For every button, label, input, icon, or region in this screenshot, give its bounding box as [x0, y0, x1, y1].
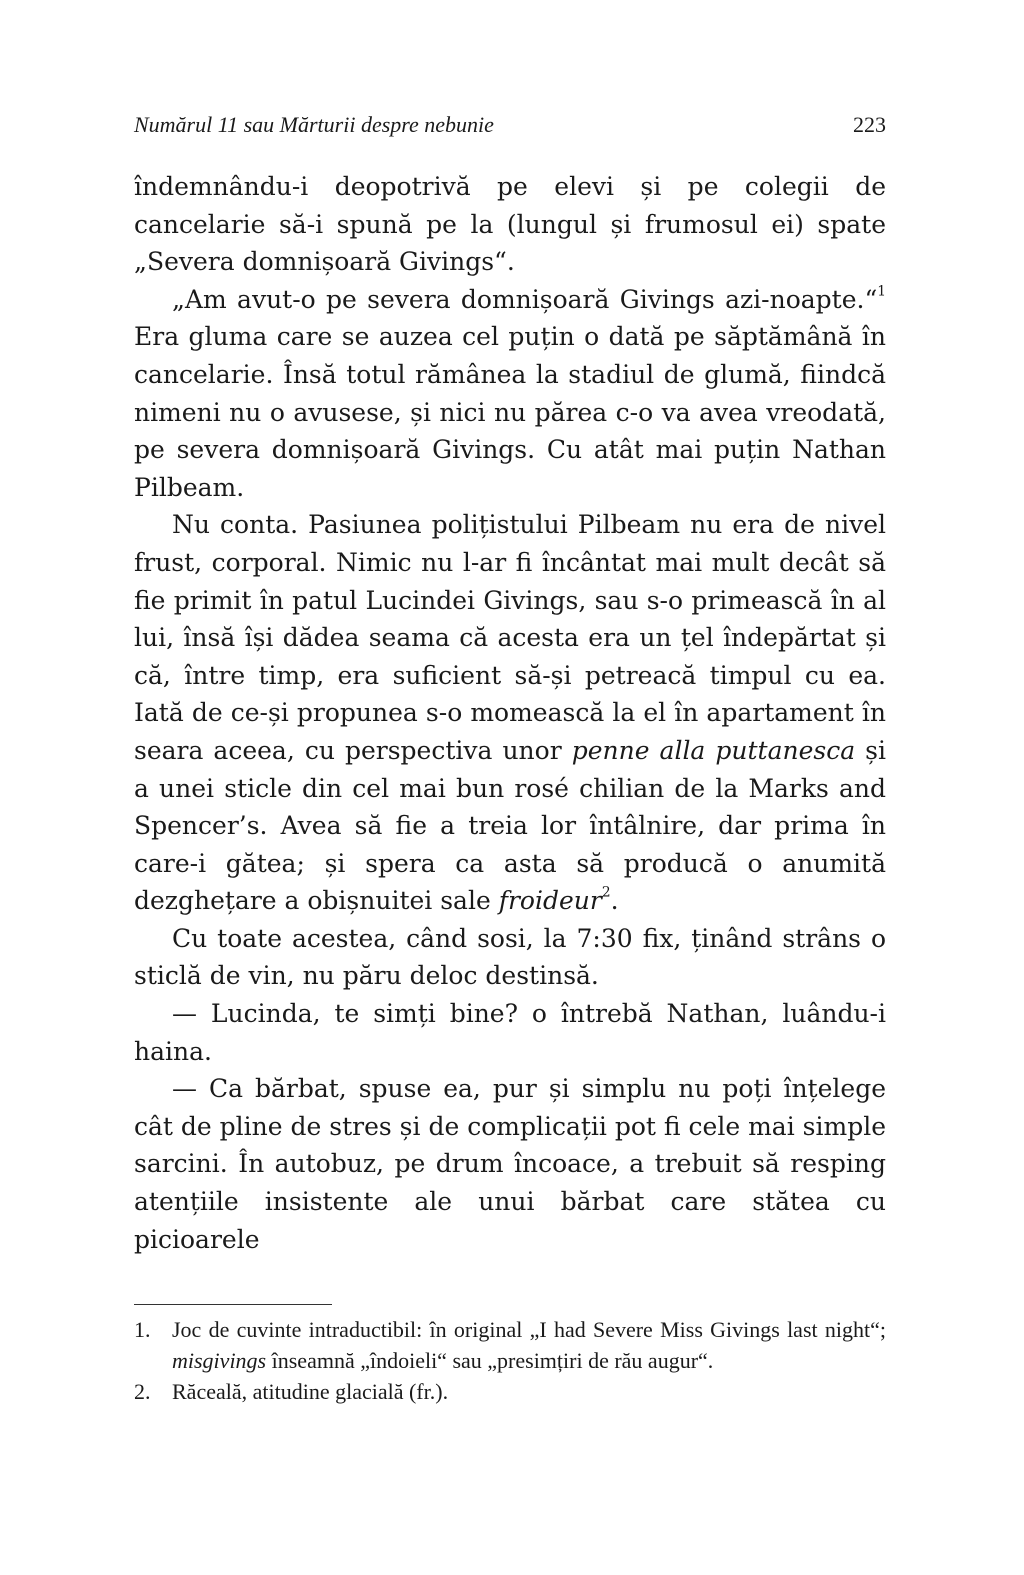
page-header — [134, 112, 886, 146]
paragraph-3: Nu conta. Pasiunea polițistului Pilbeam nu era de nivel frust, corporal. Nimic nu l-ar fi încântat mai mult decât să fie primit în patul Lucindei Givings, sau s-o primească în al lui, însă își dădea seama că acesta era un țel îndepărtat și că, între timp, era suficient să-și petreacă timpul cu ea. Iată de ce-și propunea s-o momească la el în apartament în seara aceea, cu perspectiva unor penne alla puttanesca și a unei sticle din cel mai bun rosé chilian de la Marks and Spencer’s. Avea să fie a treia lor întâlnire, dar prima în care-i gătea; și spera ca asta să producă o anumită dezghețare a obișnuitei sale froideur$^2$. — [134, 510, 886, 916]
footnote-number: 1. — [134, 1317, 151, 1342]
footnote-divider — [134, 1304, 332, 1305]
italic-phrase: penne alla puttanesca — [571, 735, 856, 765]
paragraph-4: Cu toate acestea, când sosi, la 7:30 fix, ținând strâns o sticlă de vin, nu păru deloc destinsă. — [134, 923, 886, 991]
paragraph-1: îndemnându-i deopotrivă pe elevi și pe colegii de cancelarie să-i spună pe la (lungul și frumosul ei) spate „Severa domnișoară Givings“. — [134, 172, 886, 277]
footnote-ref-1: 1 — [877, 283, 886, 300]
italic-word: misgivings — [172, 1348, 267, 1373]
italic-word: froideur — [498, 886, 602, 916]
paragraph-2: „Am avut-o pe severa domnișoară Givings azi-noapte.“$^1$ Era gluma care se auzea cel puțin o dată pe săptămână în cancelarie. Însă totul rămânea la stadiul de glumă, fiindcă nimeni nu o avusese, și nici nu părea c-o va avea vreodată, pe severa domnișoară Givings. Cu atât mai puțin Nathan Pilbeam. — [134, 283, 886, 502]
footnote-ref-2: 2 — [601, 884, 611, 901]
body-text — [134, 168, 886, 1258]
footnotes — [134, 1314, 886, 1407]
page-number: 223 — [853, 112, 886, 137]
paragraph-6: — Ca bărbat, spuse ea, pur și simplu nu poți înțelege cât de pline de stres și de complicații pot fi cele mai simple sarcini. În autobuz, pe drum încoace, a trebuit să resping atențiile insistente ale unui bărbat care stătea cu picioarele — [134, 1074, 886, 1254]
footnote-2: 2. Răceală, atitudine glacială (fr.). — [134, 1376, 886, 1407]
paragraph-5: — Lucinda, te simți bine? o întrebă Nathan, luându-i haina. — [134, 999, 886, 1066]
footnote-1: 1. Joc de cuvinte intraductibil: în original „I had Severe Miss Givings last night“; misgivings înseamnă „îndoieli“ sau „presimțiri de rău augur“. — [134, 1314, 886, 1376]
footnote-number: 2. — [134, 1379, 151, 1404]
running-title: Numărul 11 sau Mărturii despre nebunie — [134, 112, 494, 137]
